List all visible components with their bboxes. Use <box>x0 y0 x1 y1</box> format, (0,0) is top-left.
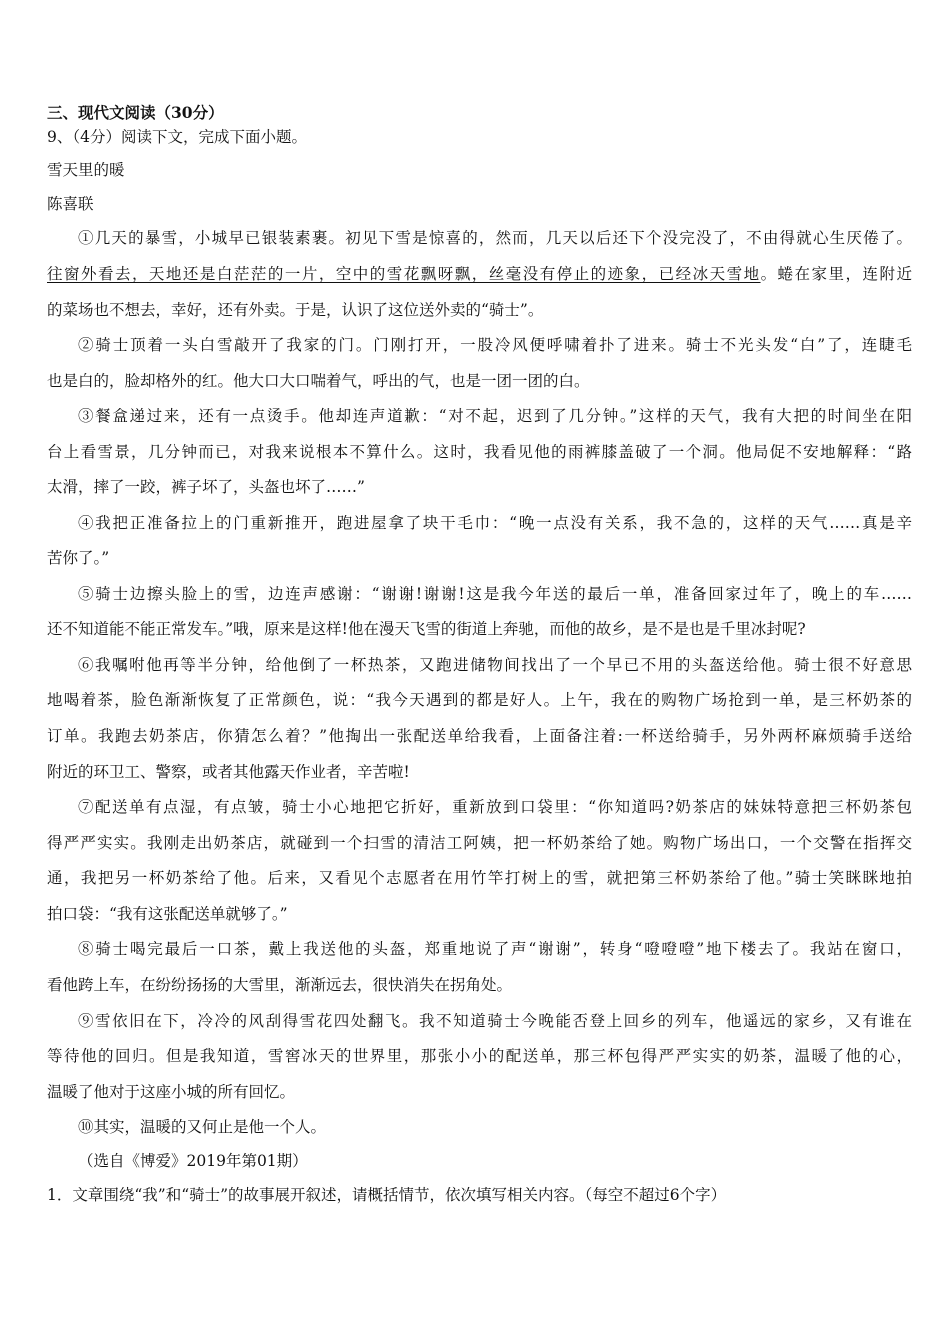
paragraph-10-line-1: ⑩其实，温暖的又何止是他一个人。 <box>78 1118 327 1136</box>
paragraph-7-line-3: 通，我把另一杯奶茶给了他。后来，又看见个志愿者在用竹竿打树上的雪，就把第三杯奶茶给了他。”骑士笑眯眯地拍 <box>47 869 912 887</box>
article-author: 陈喜联 <box>47 195 94 213</box>
article-source: （选自《博爱》2019年第01期） <box>78 1152 308 1170</box>
paragraph-6-line-3: 订单。我跑去奶茶店，你猜怎么着？”他掏出一张配送单给我看，上面备注着:一杯送给骑手，另外两杯麻烦骑手送给 <box>47 727 912 745</box>
paragraph-2-line-2: 也是白的，脸却格外的红。他大口大口喘着气，呼出的气，也是一团一团的白。 <box>47 372 590 390</box>
underlined-sentence: 往窗外看去，天地还是白茫茫的一片，空中的雪花飘呀飘，丝毫没有停止的迹象，已经冰天雪地 <box>47 265 761 283</box>
paragraph-9-line-2: 等待他的回归。但是我知道，雪窖冰天的世界里，那张小小的配送单，那三杯包得严严实实的奶茶，温暖了他的心， <box>47 1047 912 1065</box>
paragraph-1-line-3: 的菜场也不想去，幸好，还有外卖。于是，认识了这位送外卖的“骑士”。 <box>47 301 544 319</box>
paragraph-8-line-1: ⑧骑士喝完最后一口茶，戴上我送他的头盔，郑重地说了声“谢谢”，转身“噔噔噔”地下楼去了。我站在窗口， <box>78 940 912 958</box>
question-intro: 9、（4分）阅读下文，完成下面小题。 <box>47 128 307 146</box>
paragraph-4-line-2: 苦你了。” <box>47 549 110 567</box>
paragraph-5-line-1: ⑤骑士边擦头脸上的雪，边连声感谢：“谢谢!谢谢!这是我今年送的最后一单，准备回家过年了，晚上的车…… <box>78 585 912 603</box>
paragraph-1-line-2 <box>47 264 912 284</box>
paragraph-5-line-2: 还不知道能不能正常发车。”哦，原来是这样!他在漫天飞雪的街道上奔驰，而他的故乡，是不是也是千里冰封呢? <box>47 620 806 638</box>
paragraph-3-line-3: 太滑，摔了一跤，裤子坏了，头盔也坏了……” <box>47 478 365 496</box>
paragraph-6-line-1: ⑥我嘱咐他再等半分钟，给他倒了一杯热茶，又跑进储物间找出了一个早已不用的头盔送给他。骑士很不好意思 <box>78 656 912 674</box>
paragraph-7-line-1: ⑦配送单有点湿，有点皱，骑士小心地把它折好，重新放到口袋里：“你知道吗?奶茶店的妹妹特意把三杯奶茶包 <box>78 798 912 816</box>
paragraph-3-line-2: 台上看雪景，几分钟而已，对我来说根本不算什么。这时，我看见他的雨裤膝盖破了一个洞。他局促不安地解释：“路 <box>47 443 912 461</box>
paragraph-8-line-2: 看他跨上车，在纷纷扬扬的大雪里，渐渐远去，很快消失在拐角处。 <box>47 976 513 994</box>
paragraph-4-line-1: ④我把正准备拉上的门重新推开，跑进屋拿了块干毛巾：“晚一点没有关系，我不急的，这样的天气……真是辛 <box>78 514 912 532</box>
paragraph-6-line-2: 地喝着茶，脸色渐渐恢复了正常颜色，说：“我今天遇到的都是好人。上午，我在的购物广场抢到一单，是三杯奶茶的 <box>47 691 912 709</box>
paragraph-1-line-1: ①几天的暴雪，小城早已银装素裹。初见下雪是惊喜的，然而，几天以后还下个没完没了，不由得就心生厌倦了。 <box>78 229 912 247</box>
article-title: 雪天里的暖 <box>47 161 125 179</box>
paragraph-9-line-3: 温暖了他对于这座小城的所有回忆。 <box>47 1083 296 1101</box>
paragraph-2-line-1: ②骑士顶着一头白雪敲开了我家的门。门刚打开，一股冷风便呼啸着扑了进来。骑士不光头发“白”了，连睫毛 <box>78 336 912 354</box>
paragraph-3-line-1: ③餐盒递过来，还有一点烫手。他却连声道歉：“对不起，迟到了几分钟。”这样的天气，我有大把的时间坐在阳 <box>78 407 912 425</box>
paragraph-7-line-2: 得严严实实。我刚走出奶茶店，就碰到一个扫雪的清洁工阿姨，把一杯奶茶给了她。购物广场出口，一个交警在指挥交 <box>47 834 912 852</box>
paragraph-7-line-4: 拍口袋：“我有这张配送单就够了。” <box>47 905 288 923</box>
section-heading: 三、现代文阅读（30分） <box>47 103 224 122</box>
paragraph-1-line-2-rest: 。蜷在家里，连附近 <box>760 265 912 283</box>
sub-question-1: 1．文章围绕“我”和“骑士”的故事展开叙述，请概括情节，依次填写相关内容。（每空不超过6个字） <box>47 1186 727 1204</box>
paragraph-6-line-4: 附近的环卫工、警察，或者其他露天作业者，辛苦啦! <box>47 763 410 781</box>
paragraph-9-line-1: ⑨雪依旧在下，冷冷的风刮得雪花四处翻飞。我不知道骑士今晚能否登上回乡的列车，他遥远的家乡，又有谁在 <box>78 1012 912 1030</box>
